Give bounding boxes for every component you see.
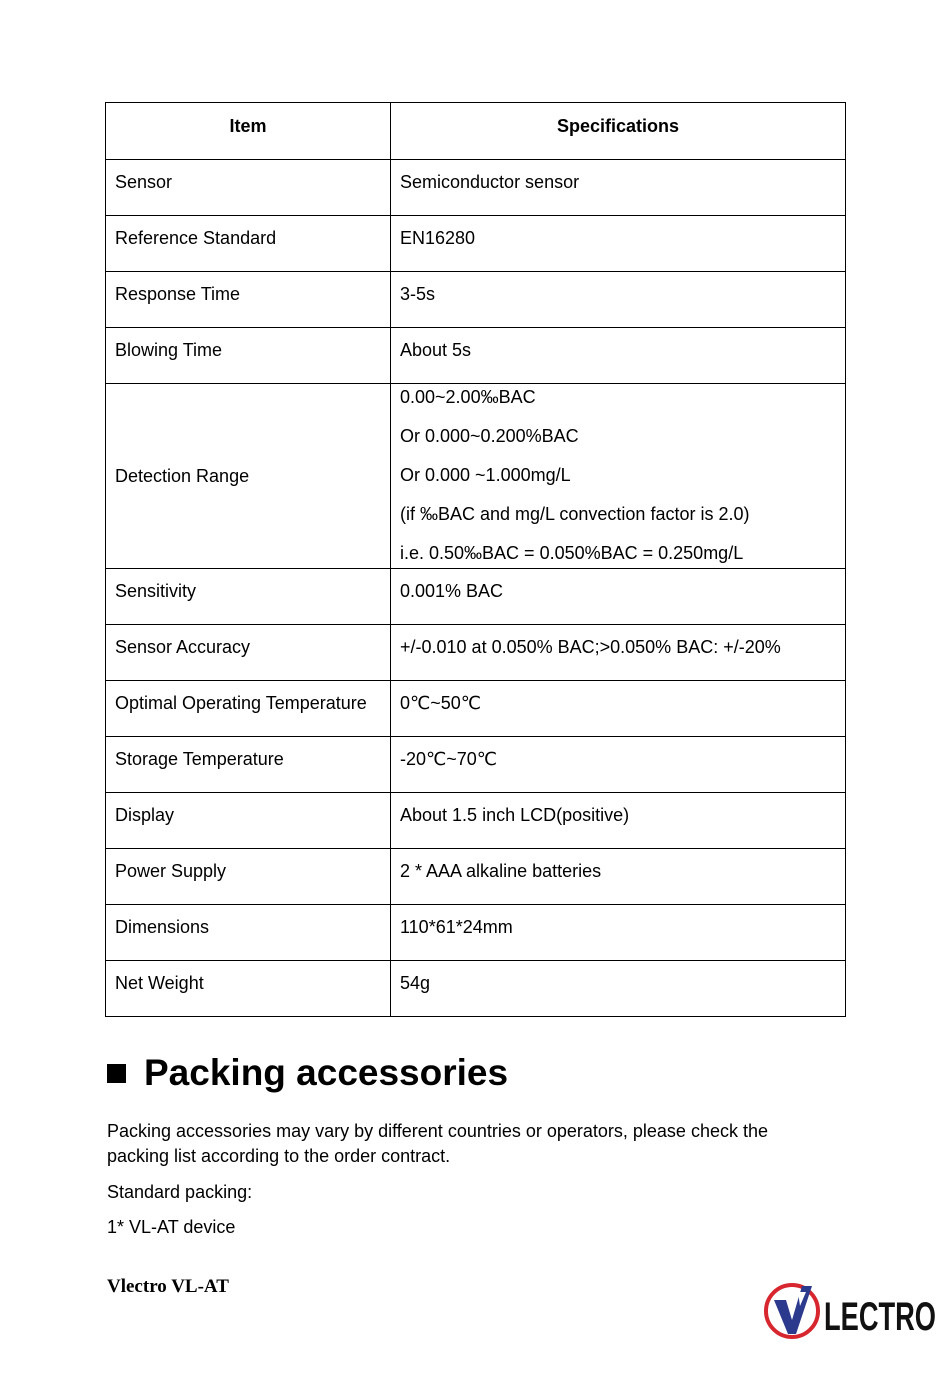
section-heading (107, 1052, 508, 1094)
square-bullet-icon (107, 1064, 126, 1083)
column-header-specifications: Specifications (391, 103, 846, 160)
row-spec: -20℃~70℃ (391, 737, 846, 793)
table-row (106, 160, 846, 216)
row-item: Detection Range (106, 384, 391, 569)
row-item: Optimal Operating Temperature (106, 681, 391, 737)
table-row-detection-range (106, 384, 846, 569)
table-row (106, 849, 846, 905)
row-item: Net Weight (106, 961, 391, 1017)
spec-line: 0.00~2.00‰BAC (400, 387, 536, 407)
table-row (106, 905, 846, 961)
row-item: Sensor (106, 160, 391, 216)
row-spec: About 1.5 inch LCD(positive) (391, 793, 846, 849)
packing-note: Packing accessories may vary by different countries or operators, please check the packing list according to the order contract. (107, 1121, 768, 1166)
column-header-item: Item (106, 103, 391, 160)
row-spec: 0.001% BAC (391, 569, 846, 625)
row-item: Display (106, 793, 391, 849)
spec-line: Or 0.000 ~1.000mg/L (400, 465, 571, 485)
row-spec: 2 * AAA alkaline batteries (391, 849, 846, 905)
row-item: Sensor Accuracy (106, 625, 391, 681)
logo-v-mark (774, 1286, 812, 1334)
spec-line: (if ‰BAC and mg/L convection factor is 2.0) (400, 504, 750, 524)
row-spec: About 5s (391, 328, 846, 384)
spec-line: i.e. 0.50‰BAC = 0.050%BAC = 0.250mg/L (400, 543, 744, 563)
row-item: Response Time (106, 272, 391, 328)
row-item: Sensitivity (106, 569, 391, 625)
vlectro-logo (762, 1278, 938, 1342)
spec-line: Or 0.000~0.200%BAC (400, 426, 579, 446)
row-spec: 110*61*24mm (391, 905, 846, 961)
row-spec: 3-5s (391, 272, 846, 328)
row-spec: +/-0.010 at 0.050% BAC;>0.050% BAC: +/-20% (391, 625, 846, 681)
row-item: Reference Standard (106, 216, 391, 272)
row-item: Blowing Time (106, 328, 391, 384)
logo-text: LECTRO (824, 1295, 936, 1339)
table-row (106, 793, 846, 849)
table-row (106, 961, 846, 1017)
table-row (106, 625, 846, 681)
table-header-row (106, 103, 846, 160)
row-item: Power Supply (106, 849, 391, 905)
standard-packing-label: Standard packing: (107, 1182, 253, 1202)
row-spec: 0℃~50℃ (391, 681, 846, 737)
row-spec: 54g (391, 961, 846, 1017)
table-row (106, 737, 846, 793)
footer-model: Vlectro VL-AT (107, 1276, 229, 1297)
table-row (106, 272, 846, 328)
table-row (106, 569, 846, 625)
table-row (106, 328, 846, 384)
table-row (106, 681, 846, 737)
row-item: Storage Temperature (106, 737, 391, 793)
table-row (106, 216, 846, 272)
section-title: Packing accessories (144, 1052, 509, 1093)
row-item: Dimensions (106, 905, 391, 961)
packing-item: 1* VL-AT device (107, 1217, 236, 1237)
spec-table (105, 102, 846, 1017)
row-spec: EN16280 (391, 216, 846, 272)
row-spec-multiline (391, 384, 846, 569)
row-spec: Semiconductor sensor (391, 160, 846, 216)
